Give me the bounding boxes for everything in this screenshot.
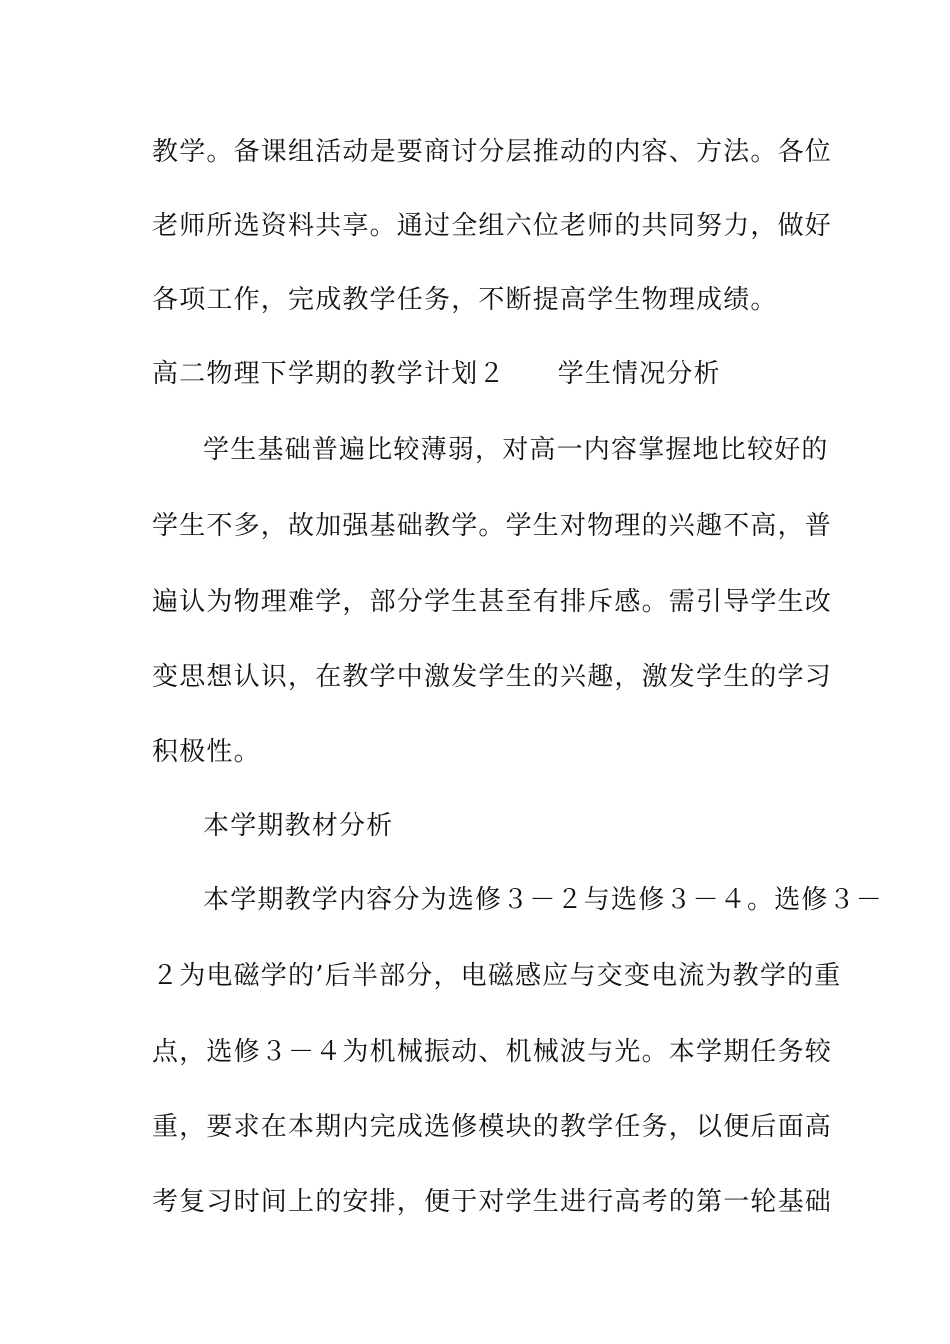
document-heading [152, 356, 721, 392]
paragraph-line: 变思想认识，在教学中激发学生的兴趣，激发学生的学习 [152, 662, 833, 692]
paragraph-line: 各项工作，完成教学任务，不断提高学生物理成绩。 [152, 285, 778, 315]
section-title: 本学期教材分析 [203, 811, 394, 841]
paragraph-line: 重，要求在本期内完成选修模块的教学任务，以便后面高 [152, 1112, 833, 1142]
heading-title: 高二物理下学期的教学计划２ [152, 359, 506, 389]
paragraph-line: 考复习时间上的安排，便于对学生进行高考的第一轮基础 [152, 1187, 833, 1217]
paragraph-line: 老师所选资料共享。通过全组六位老师的共同努力，做好 [152, 211, 833, 241]
heading-subtitle: 学生情况分析 [557, 359, 721, 389]
paragraph-line: 学生基础普遍比较薄弱，对高一内容掌握地比较好的 [203, 435, 829, 465]
paragraph-line: 教学。备课组活动是要商讨分层推动的内容、方法。各位 [152, 137, 833, 167]
paragraph-line: 学生不多，故加强基础教学。学生对物理的兴趣不高，普 [152, 511, 833, 541]
paragraph-line: 积极性。 [152, 737, 261, 767]
paragraph-line: 本学期教学内容分为选修３－２与选修３－４。选修３－ [203, 885, 884, 915]
paragraph-line: 遍认为物理难学，部分学生甚至有排斥感。需引导学生改 [152, 587, 833, 617]
paragraph-line: 点，选修３－４为机械振动、机械波与光。本学期任务较 [152, 1037, 833, 1067]
paragraph-line: ２为电磁学的’后半部分，电磁感应与交变电流为教学的重 [152, 961, 842, 991]
